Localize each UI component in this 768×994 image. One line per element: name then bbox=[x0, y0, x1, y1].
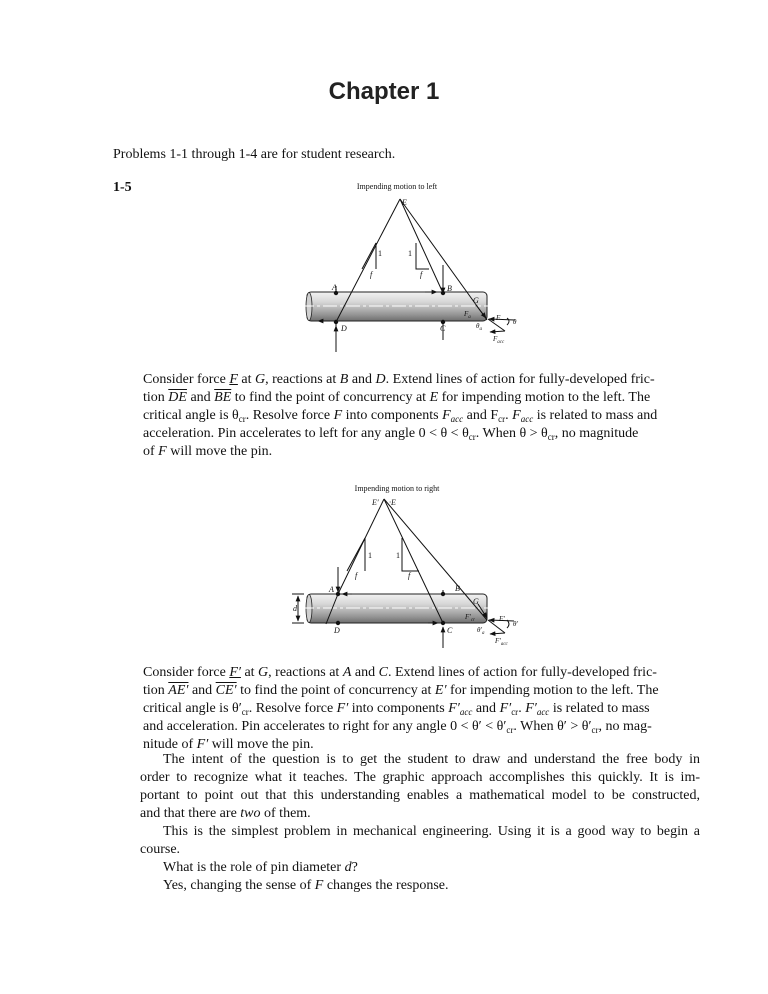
p1-line1: Consider force F at G, reactions at B and D. Extend lines of action for fully-developed fric- bbox=[143, 372, 655, 387]
problem-number: 1-5 bbox=[113, 180, 132, 195]
label-D: D bbox=[341, 324, 347, 333]
label-one-left: 1 bbox=[368, 551, 372, 560]
pt-A bbox=[336, 592, 340, 596]
p2-line2: tion AE′ and CE′ to find the point of concurrency at E′ for impending motion to the left. The bbox=[143, 683, 659, 698]
p1-line2: tion $\overline{DE}$ and $\overline{BE}$ to find the point of concurrency at E for impending motion to the left. The bbox=[143, 390, 651, 405]
pt-C bbox=[441, 621, 445, 625]
p1-line3: critical angle is $\theta_{cr}$. Resolve force F into components $F_{acc}$ and $F_{cr}$. $F_{acc}$ is related to mass and bbox=[143, 408, 658, 424]
label-f-left: f bbox=[370, 270, 373, 279]
paragraph-figure1 bbox=[143, 371, 700, 461]
label-E: E bbox=[402, 198, 407, 207]
chapter-title: Chapter 1 bbox=[328, 78, 440, 105]
label-G: G bbox=[473, 296, 479, 305]
label-B: B bbox=[447, 284, 452, 293]
label-f-left: f bbox=[355, 571, 358, 580]
label-d: d bbox=[293, 604, 297, 613]
body-p2-line2: course. bbox=[140, 842, 181, 857]
p2-line5: nitude of F′ will move the pin. bbox=[143, 737, 314, 752]
label-F-cr: $F'_{cr}$ bbox=[465, 613, 475, 623]
p2-line1: Consider force F′ at G, reactions at A and C. Extend lines of action for fully-developed fric- bbox=[143, 665, 657, 680]
label-one-right: 1 bbox=[408, 249, 412, 258]
body-p3: What is the role of pin diameter d? bbox=[163, 860, 358, 875]
body-p1-line1: The intent of the question is to get the student to draw and understand the free body in bbox=[163, 752, 700, 767]
discussion bbox=[140, 751, 700, 895]
label-C: C bbox=[440, 324, 446, 333]
figure-impending-left bbox=[290, 176, 530, 350]
label-Facc: $F_{acc}$ bbox=[493, 335, 505, 345]
body-p1-line2: order to recognize what it teaches. The graphic approach accomplishes this quickly. It is im- bbox=[140, 770, 700, 785]
label-theta: θ bbox=[513, 318, 517, 326]
label-F: F bbox=[496, 314, 501, 322]
pt-B bbox=[441, 592, 445, 596]
figure-impending-right bbox=[285, 480, 530, 652]
label-dot-E: ·E bbox=[389, 498, 396, 507]
label-one-left: 1 bbox=[378, 249, 382, 258]
label-theta-prime: θ′ bbox=[513, 620, 518, 628]
label-f-right: f bbox=[420, 270, 423, 279]
lines-of-action bbox=[318, 199, 515, 352]
label-A: A bbox=[329, 585, 334, 594]
label-A: A bbox=[332, 283, 337, 292]
label-D: D bbox=[334, 626, 340, 635]
label-B: B bbox=[455, 584, 460, 593]
label-C: C bbox=[447, 626, 453, 635]
pt-D bbox=[336, 621, 340, 625]
label-f-right: f bbox=[408, 571, 411, 580]
body-p1-line3: portant to point out that this understanding enables a mathematical model to be constructed, bbox=[140, 788, 700, 803]
label-Fa: $F_a$ bbox=[464, 310, 471, 320]
label-theta-cr: $\theta_a$ bbox=[476, 322, 482, 332]
label-one-right: 1 bbox=[396, 551, 400, 560]
label-E-prime: E′ bbox=[372, 498, 379, 507]
body-p4: Yes, changing the sense of F changes the response. bbox=[163, 878, 449, 893]
pt-B bbox=[441, 291, 445, 295]
p1-line4: acceleration. Pin accelerates to left for any angle $0 < \theta < \theta_{cr}$. When $\theta > \theta_{cr}$, no magnitude bbox=[143, 426, 639, 442]
label-theta-cr: $\theta'_a$ bbox=[477, 626, 485, 636]
fig2-caption: Impending motion to right bbox=[354, 484, 440, 493]
p2-line4: and acceleration. Pin accelerates to right for any angle $0 < \theta' < \theta'_{cr}$. When $\theta' > \theta'_{cr}$, no mag- bbox=[143, 719, 652, 735]
label-F-prime: F′ bbox=[499, 615, 505, 623]
label-Facc: $F'_{acc}$ bbox=[495, 637, 508, 647]
p1-line5: of F will move the pin. bbox=[143, 444, 273, 459]
body-p2-line1: This is the simplest problem in mechanical engineering. Using it is a good way to begin a bbox=[163, 824, 700, 839]
body-p1-line4: and that there are two of them. bbox=[140, 806, 311, 821]
paragraph-figure2 bbox=[143, 664, 700, 754]
fig1-caption: Impending motion to left bbox=[356, 182, 438, 191]
intro-text: Problems 1-1 through 1-4 are for student research. bbox=[113, 147, 396, 162]
p2-line3: critical angle is $\theta'_{cr}$. Resolve force F′ into components $F'_{acc}$ and $F'_{cr}$. $F'_{acc}$ is related to mass bbox=[143, 701, 650, 717]
label-G: G bbox=[473, 597, 479, 606]
pt-D bbox=[334, 320, 338, 324]
